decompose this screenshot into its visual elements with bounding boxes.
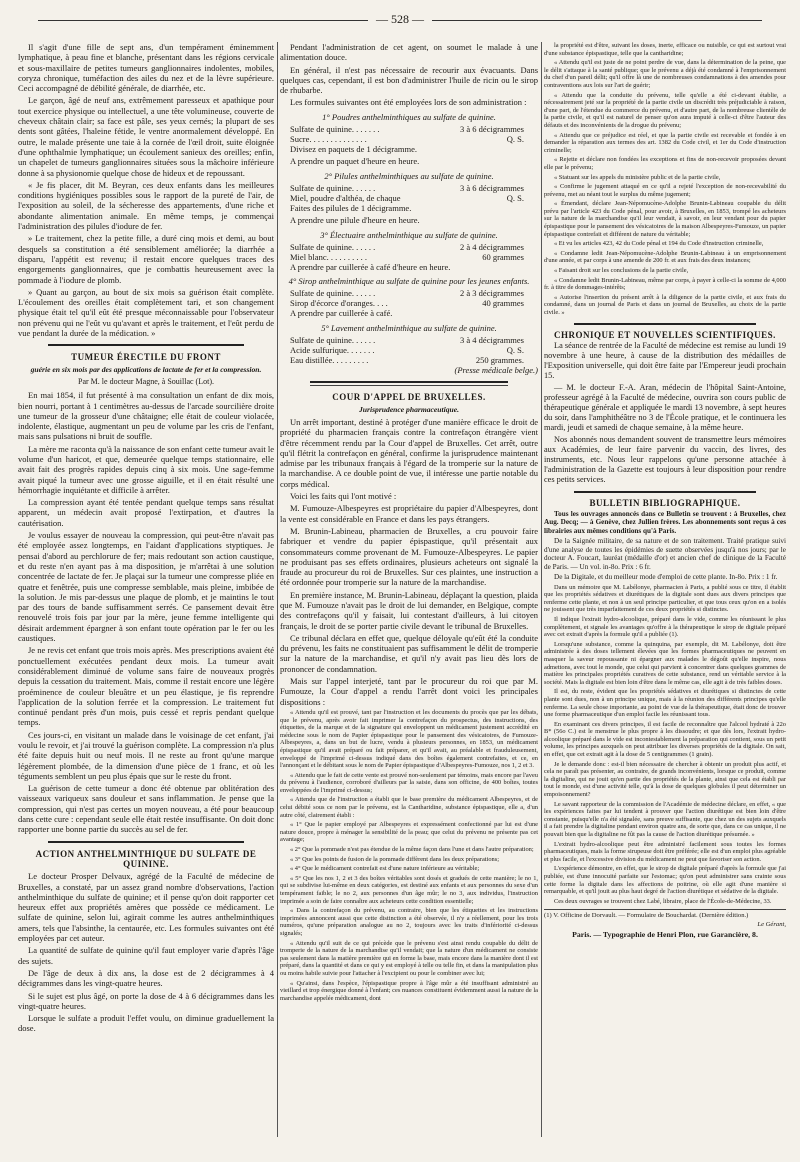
paragraph: « Autorise l'insertion du présent arrêt à la diligence de la partie civile, et aux frais du condamné, dans un journal de Paris et dans un journal de Bruxelles, au choix de la partie civile. » <box>544 293 786 316</box>
paragraph: Les formules suivantes ont été employées lors de son administration : <box>290 97 527 108</box>
ingredient-name: Acide sulfurique. . . . . . . <box>290 345 375 356</box>
ingredient-row <box>280 134 538 144</box>
paragraph: Je voulus essayer de nouveau la compression, qui peut-être n'avait pas été employée assez longtemps, en l'aidant d'applications styptiques. Je pensai d'abord au perchlorure de fer; mais redoutant son action caustique, et du reste n'en ayant pas à ma disposition, je m'arrêtai à une solution concentrée de lactate de fer. Je plaçai sur la tumeur une compresse pliée en quatre et fenêtrée, puis une compresse semblable, mais pleine, imbibée de la solution. Je mis par-dessus une plaque de plomb, et je maintins le tout par des tours de bande suffisamment serrés. Ce pansement devait être renouvelé trois fois par jour par la mère, jeune femme intelligente qui désirait ardemment épargner à son enfant toute opération par le fer ou les caustiques. <box>18 530 274 644</box>
ingredient-quantity: 60 grammes <box>482 251 524 262</box>
ingredient-name: Sulfate de quinine. . . . . . <box>290 182 376 193</box>
source-citation: (Presse médicale belge.) <box>454 365 538 376</box>
bibliography-entry: De la Saignée militaire, de sa nature et de son traitement. Traité pratique suivi d'une analyse de toutes les épidémies de suette observées jusqu'à nos jours; par le docteur A. Foucart, lauréat (médaille d'or) et ancien chef de clinique de la Faculté de Paris. — Un vol. in-8o. Prix : 6 fr. <box>544 537 786 571</box>
paragraph: Il s'agit d'une fille de sept ans, d'un tempérament éminemment lymphatique, à peau fine et blanche, présentant dans les régions cervicale et sous-maxillaire de petites tumeurs ganglionnaires indolentes, mobiles, coryza chronique, tuméfaction des ailes du nez et de la lèvre supérieure. Ceci accompagné de débilité générale, de diarrhée, etc. <box>18 42 274 94</box>
ingredient-name: Miel blanc. . . . . . . . . . <box>290 251 367 262</box>
paragraph: « Statuant sur les appels du ministère public et de la partie civile, <box>554 173 721 181</box>
paragraph: « Et vu les articles 423, 42 du Code pénal et 194 du Code d'instruction criminelle, <box>554 240 764 248</box>
paragraph: Un arrêt important, destiné à protéger d'une manière efficace le droit de propriété du pharmacien français contre la contrefaçon étrangère vient d'être récemment rendu par la Cour d'appel de Bruxelles. Cet arrêt, outre qu'il flétrit la contrefaçon en général, confirme la jurisprudence maintenant admise par les tribunaux français à l'égard de la tromperie sur la nature de la marchandise. A ce double point de vue, il intéresse une partie notable du corps médical. <box>280 416 538 489</box>
paragraph: Pendant l'administration de cet agent, on soumet le malade à une alimentation douce. <box>280 42 538 63</box>
paragraph: « Je fis placer, dit M. Beyran, ces deux enfants dans les meilleures conditions hygiéniques possibles sous le rapport de la pureté de l'air, de l'exposition au soleil, de la sécheresse des appartements, d'une riche et abondante alimentation animale. En même temps, je commençai l'administration des pilules d'iodure de fer. <box>18 179 274 232</box>
section-divider <box>310 381 508 383</box>
section-heading-chronique: CHRONIQUE ET NOUVELLES SCIENTIFIQUES. <box>554 329 776 340</box>
paragraph: « 4° Que le médicament contrefait est d'une nature inférieure au véritable; <box>290 865 480 873</box>
paragraph: Lorsqu'une substance, comme la quinquina, par exemple, dit M. Labélonye, doit être administrée à des doses tellement élevées que les formes pharmaceutiques ne peuvent en masquer la saveur repoussante ni épargner aux malades le dégoût qu'elle inspire, nous admettons, avec tout le monde, que celui qui parvient à concentrer dans quelques grammes de matière les principales propriétés curatives de cette substance, rend un véritable service à la société. Mais la digitale est bien loin d'être dans le même cas, elle agit à de très faibles doses. <box>544 640 786 686</box>
paragraph: « 1° Que le papier employé par Albespeyres et expressément confectionné par lui est d'une nature douce, propre à ménager la sensibilité de la peau; que celui du prévenu ne présente pas cet avantage; <box>280 821 538 844</box>
paragraph: Il est, du reste, évident que les propriétés sédatives et diurétiques si distinctes de cette plante sont dues, non à un principe unique, mais à la réunion des différents principes qu'elle renferme. La seule chose importante, au point de vue de la thérapeutique, était donc de trouver une forme pharmaceutique d'un emploi facile les réunissant tous. <box>544 688 786 719</box>
paragraph: L'expérience démontre, en effet, que le sirop de digitale préparé d'après la formule que j'ai publiée, est d'une innocuité parfaite sur l'estomac; qu'on peut administrer sans crainte sous cette forme la digitale dans les affections de poitrine, où elle agit d'une manière si remarquable, et qu'il jouit au plus haut degré de l'action diurétique et sédative de la digitale. <box>544 865 786 896</box>
court-ruling-text <box>280 709 538 1002</box>
section-heading-bulletin: BULLETIN BIBLIOGRAPHIQUE. <box>589 498 741 509</box>
paragraph: « 3° Que les points de fusion de la pommade diffèrent dans les deux préparations; <box>290 855 500 863</box>
ingredient-quantity: 2 à 4 décigrammes <box>460 241 524 252</box>
paragraph: La compression ayant été tentée pendant quelque temps sans résultat apparent, un médecin avait proposé l'extirpation, et d'autres la cautérisation. <box>18 497 274 528</box>
ingredient-quantity: 40 grammes <box>482 298 524 309</box>
section-divider <box>48 344 244 346</box>
paragraph: « Attendu qu'il suit de ce qui précède que le prévenu s'est ainsi rendu coupable du délit de tromperie de la nature de la marchandise qu'il vendait; que la nature d'un médicament ne consiste pas seulement dans la matière première qui en forme la base, mais encore dans la manière dont il est préparé, dans la quantité et dans ce qui y est employé à telle ou telle fin, et dans la manipulation plus ou moins habile suivie pour l'attacher à l'excipient ou pour le combiner avec lui; <box>280 939 538 977</box>
section-divider <box>574 491 756 493</box>
court-ruling-continued <box>544 42 786 317</box>
paragraph: « Attendu que de l'instruction a établi que le base première du médicament Albespeyres, et de celui débité sous ce nom par le prévenu, est la Cantharidine, substance épispastique, elle a, d'un autre côté, clairement établi : <box>280 796 538 819</box>
ingredient-row <box>280 335 538 345</box>
paragraph: « Qu'ainsi, dans l'espèce, l'épispastique propre à l'âge mûr a été insuffisant administré au vieillard et trop énergique donné à l'enfant; ces nuances constituent évidemment aussi la nature de la marchandise appelée médicament, dont <box>280 979 538 1002</box>
ingredient-name: Sucre. . . . . . . . . . . . . . <box>290 134 367 145</box>
paragraph: M. Brunin-Labineau, pharmacien de Bruxelles, a cru pouvoir faire fabriquer et vendre du papier épispastique, qu'il présentait aux consommateurs comme provenant de M. Fumouze-Albespeyres. Le papier ne produisant pas ses effets ordinaires, plusieurs acheteurs ont signalé la fraude au procureur du roi de Bruxelles. Sur ces plaintes, une instruction a été ordonnée pour tromperie sur la nature de la marchandise. <box>280 525 538 588</box>
paragraph: « Attendu qu'il est prouvé, tant par l'instruction et les documents du procès que par les débats, que le prévenu, après avoir fait imprimer la contrefaçon du prospectus, des instructions, des étiquettes, de la marque et de la signature qui enveloppent un médicament justement accrédité en médecine sous le nom de Papier épispastique pour le pansement des vésicatoires, de Fumouze-Albespeyres, a, dans un but de lucre, vendu à plusieurs personnes, en 1853, un médicament épispastique qu'il avait préparé ou fait préparer, et qu'il avait, au préalable et frauduleusement, enveloppé de l'imprimé ci-dessus indiqué dans des boîtes également contrefaites, et ce, en l'annonçant et le débitant sous le nom de Papier épispastique d'Albespeyres-Fumouze, nos 1, 2 et 3. <box>280 708 538 770</box>
printer-imprint: Paris. — Typographie de Henri Plon, rue Garancière, 8. <box>572 930 758 940</box>
paragraph: — M. le docteur F.-A. Aran, médecin de l'hôpital Saint-Antoine, professeur agrégé à la Faculté de médecine, ouvrira son cours public de thérapeutique générale et appliquée le mardi 13 novembre, à sept heures du soir, dans l'amphithéâtre no 3 de l'École pratique, et le continuera les mardi, jeudi et samedi de chaque semaine, à la même heure. <box>544 383 786 433</box>
paragraph: Ce tribunal déclara en effet que, quelque déloyale qu'eût été la conduite du prévenu, les faits ne constituaient pas suffisamment le délit de tromperie sur la nature de la marchandise, et qu'il n'y avait pas lieu dès lors de prononcer de condamnation. <box>280 632 538 674</box>
ingredient-quantity: Q. S. <box>506 192 524 203</box>
paragraph: « Rejette et déclare non fondées les exceptions et fins de non-recevoir proposées devant elle par le prévenu; <box>544 156 786 171</box>
paragraph: « 2° Que la pommade n'est pas étendue de la même façon dans l'une et dans l'autre préparation; <box>290 846 534 854</box>
ingredient-quantity: 250 grammes. <box>475 355 524 366</box>
ingredient-name: Sulfate de quinine. . . . . . <box>290 241 376 252</box>
formula-title: 3° Électuaire anthelminthique au sulfate de quinine. <box>320 229 498 240</box>
formula-title: 5° Lavement anthelminthique au sulfate de quinine. <box>321 322 497 333</box>
formula-instruction: A prendre une pilule d'heure en heure. <box>290 215 420 226</box>
ingredient-row <box>280 345 538 355</box>
paragraph: La séance de rentrée de la Faculté de médecine est remise au lundi 19 novembre à une heure, à cause de la distribution des médailles de l'Exposition universelle, qui doit être faite par l'Empereur jeudi prochain 15. <box>544 341 786 381</box>
ingredient-quantity: Q. S. <box>506 134 524 145</box>
paragraph: « Émendant, déclare Jean-Népomucène-Adolphe Brunin-Labineau coupable du délit prévu par l'article 423 du Code pénal, pour avoir, à Bruxelles, en 1853, trompé les acheteurs sur la nature de la marchandise qu'il leur vendait, à savoir, en leur vendant pour du papier épispastique pour le pansement des vésicatoires de la maison Albespeyres-Fumouze, un papier épispastique contrefait et différent de nature du véritable; <box>544 200 786 238</box>
paragraph: En général, il n'est pas nécessaire de recourir aux évacuants. Dans quelques cas, cependant, il est bon d'administrer l'huile de ricin ou le sirop de rhubarbe. <box>280 64 538 96</box>
paragraph: En examinant ces divers principes, il est facile de reconnaître que l'alcool hydraté à 22o B* (56o C.) est le menstrue le plus propre à les dissoudre; et que dès lors, l'extrait hydro-alcoolique préparé dans le vide est incontestablement la préparation qui contient, sous un petit volume, les principes auxquels on peut attribuer les diverses propriétés de la digitale. On sait, en effet, que cet extrait agit à la dose de 5 centigrammes (1 grain). <box>544 720 786 759</box>
column-rule-right <box>541 42 542 1137</box>
formula-instruction: A prendre par cuillerée à café d'heure en heure. <box>290 261 451 272</box>
paragraph: la propriété est d'être, suivant les doses, inerte, efficace ou nuisible, ce qui est surtout vrai d'une substance épispastique, telle que la cantharidine; <box>544 42 786 57</box>
paragraph: M. Fumouze-Albespeyres est propriétaire du papier d'Albespeyres, dont la vente est considérable en France et dans les pays étrangers. <box>280 503 538 524</box>
paragraph: Ces jours-ci, en visitant un malade dans le voisinage de cet enfant, j'ai voulu le revoir, et j'ai trouvé la guérison complète. La compression n'a plus été faite depuis huit ou neuf mois. Il ne reste au front qu'une marque légèrement plombée, de la dimension d'une pièce de 1 franc, et où les téguments semblent un peu plus épais que sur le reste du front. <box>18 729 274 781</box>
section-divider <box>310 385 508 386</box>
bulletin-intro: Tous les ouvrages annoncés dans ce Bulletin se trouvent : à Bruxelles, chez Aug. Decq; — à Genève, chez Jullien frères. Les abonnements sont reçus à ces librairies aux mêmes conditions qu'à Paris. <box>544 509 786 535</box>
column-middle <box>280 42 538 1147</box>
ingredient-row <box>280 124 538 134</box>
ingredient-name: Sulfate de quinine. . . . . . <box>290 288 376 299</box>
paragraph: « Attendu que la conduite du prévenu, telle qu'elle a été ci-devant établie, a nécessairement jeté sur la propriété de la partie civile un discrédit très préjudiciable à raison, d'une part, de l'étendue du commerce du prévenu, et d'autre part, de la nombreuse clientèle de la partie civile, et qu'il est naturel de penser qu'on aura imputé à celle-ci d'être l'auteur des défauts et des inconvénients de la drogue du prévenu; <box>544 91 786 129</box>
paragraph: Je le demande donc : est-il bien nécessaire de chercher à obtenir un produit plus actif, et cela ne paraît pas présenter, au contraire, de grands inconvénients, lorsque ce produit, comme la digitaline, qui ne jouit qu'en partie des propriétés de la plante, ainsi que cela est établi par tout le monde, est d'une activité telle, qu'à la dose de quelques globules il peut déterminer un empoisonnement? <box>544 760 786 799</box>
column-right <box>544 42 786 1147</box>
ingredient-row <box>280 355 538 365</box>
paragraph: Si le sujet est plus âgé, on porte la dose de 4 à 6 décigrammes dans les vingt-quatre heures. <box>18 990 274 1011</box>
paragraph: « Faisant droit sur les conclusions de la partie civile, <box>554 267 689 275</box>
section-heading-action: ACTION ANTHELMINTHIQUE DU SULFATE DE QUININE. <box>35 848 257 869</box>
ingredient-row <box>280 252 538 262</box>
paragraph: Mais sur l'appel interjeté, tant par le procureur du roi que par M. Fumouze, la Cour d'appel a rendu l'arrêt dont voici les principales dispositions : <box>280 676 538 707</box>
paragraph: « Attendu que le fait de cette vente est prouvé non-seulement par témoins, mais encore par l'aveu du prévenu à l'audience, corroboré d'ailleurs par la saisie, dans son officine, de 400 boîtes, toutes enveloppées de l'imprimé ci-dessus; <box>280 771 538 794</box>
ingredient-quantity: 3 à 6 décigrammes <box>460 124 524 135</box>
formula-title: 2° Pilules anthelminthiques au sulfate de quinine. <box>324 170 494 181</box>
paragraph: Lorsque le sulfate a produit l'effet voulu, on diminue graduellement la dose. <box>18 1013 274 1034</box>
paragraph: La guérison de cette tumeur a donc été obtenue par oblitération des vaisseaux variqueux sans douleur et sans inflammation. Je pense que la compression, qui n'est pas certes un moyen nouveau, a été pour beaucoup dans cette cure : cependant seule elle était restée insuffisante. On doit donc rapporter une bonne partie du succès au sel de fer. <box>18 783 274 835</box>
paragraph: De l'âge de deux à dix ans, la dose est de 2 décigrammes à 4 décigrammes dans les vingt-quatre heures. <box>18 967 274 989</box>
paragraph: « Condamne ledit Jean-Népomucène-Adolphe Brunin-Labineau à un emprisonnement d'une année, et par corps à une amende de 200 fr. et aux frais des deux instances; <box>544 249 786 265</box>
section-subheading: Jurisprudence pharmaceutique. <box>359 404 459 414</box>
paragraph: « 5° Que les nos 1, 2 et 3 des boîtes véritables sont dosés et gradués de cette manière; le no 1, qui se subdivise lui-même en deux catégories, est destiné aux enfants et aux personnes du sexe d'un tempérament faible; le no 2, aux personnes d'un âge mûr; le no 3, aux individus, l'instruction imprimée a soin de faire connaître aux acheteurs cette condition essentielle; <box>280 874 538 905</box>
paragraph: Le docteur Prosper Delvaux, agrégé de la Faculté de médecine de Bruxelles, a constaté, par un assez grand nombre d'observations, l'action anthelminthique du sulfate de quinine; et il pense qu'on doit rapporter cet heureux effet aux propriétés amères que possède ce médicament. Le sulfate de quinine, selon lui, agirait comme les autres anthelminthiques amers, tels que l'absinthe, la centaurée, etc. Les formules suivantes ont été employées par cet auteur. <box>18 871 274 944</box>
formula-instruction: Faites des pilules de 1 décigramme. <box>290 202 412 213</box>
ingredient-row <box>280 298 538 308</box>
section-divider <box>574 323 756 325</box>
bulletin-review <box>544 584 786 906</box>
ingredient-quantity: 2 à 3 décigrammes <box>460 288 524 299</box>
gerant-signature: Le Gérant, <box>757 920 786 928</box>
paragraph: En mai 1854, il fut présenté à ma consultation un enfant de dix mois, bien nourri, portant à 1 centimètres au-dessus de l'arcade sourcilière droite une tumeur de la grosseur d'une châtaigne; elle était de couleur violacée, indolente, élastique, augmentant un peu de volume par les cris de l'enfant, mais sans pulsations ni bruit de souffle. <box>18 390 274 442</box>
ingredient-row <box>280 242 538 252</box>
paragraph: Dans un mémoire que M. Labélonye, pharmacien à Paris, a publié sous ce titre, il établit que les propriétés sédatives et diurétiques de la digitale sont dues aux divers principes que renferme cette plante, et non à un seul principe particulier, et que tous ceux qu'on en a isolés ne jouissent que très imparfaitement de ces deux propriétés si distinctes. <box>544 583 786 614</box>
ingredient-quantity: Q. S. <box>506 345 524 356</box>
ingredient-name: Sulfate de quinine. . . . . . . <box>290 124 380 135</box>
section-divider <box>48 841 244 843</box>
paragraph: « Attendu qu'il est juste de ne point perdre de vue, dans la détermination de la peine, que le délit s'attaque à la santé publique; que le prévenu a déjà été condamné à l'emprisonnement du chef d'un pareil délit; qu'il offre là une de nombreuses condamnations à des amendes pour contraventions aux lois sur l'art de guérir; <box>544 59 786 89</box>
paragraph: La mère me raconta qu'à la naissance de son enfant cette tumeur avait le volume d'un haricot, et que, demeurée quelque temps stationnaire, elle avait fait des progrès rapides depuis cinq à six mois. Une sage-femme avait piqué la tumeur avec une grosse aiguille, et il en était résulté une hémorrhagie inquiétante et difficile à arrêter. <box>18 443 274 495</box>
paragraph: Ces deux ouvrages se trouvent chez Labé, libraire, place de l'École-de-Médecine, 33. <box>554 897 772 905</box>
paragraph: Le garçon, âgé de neuf ans, extrêmement paresseux et apathique pour tout exercice physique ou intellectuel, a une tête volumineuse, couverte de cheveux châtain clair; sa face est pâle, ses yeux cernés; la plupart de ses dents sont gâtées, l'haleine fétide, le ventre anormalement développé. En outre, le malade présente une taie à la cornée de l'œil droit, suite éloignée d'une ophthalmie lymphatique; un écoulement sanieux des oreilles; enfin, un chapelet de tumeurs ganglionnaires situées sous la mâchoire inférieure donne à sa physionomie quelque chose de hideux et de repoussant. <box>18 95 274 178</box>
paragraph: » Quant au garçon, au bout de six mois sa guérison était complète. L'écoulement des oreilles était complètement tari, et son changement physique était tel qu'il eût été presque méconnaissable pour l'observateur non prévenu qui ne l'eût vu qu'avant et après le traitement, et l'eût perdu de vue pendant la durée de la médication. » <box>18 286 274 339</box>
paragraph: Je ne revis cet enfant que trois mois après. Mes prescriptions avaient été ponctuellement exécutées pendant deux mois. La tumeur avait considérablement diminué de volume sans faire de nouveaux progrès depuis la cessation du traitement. Mais, comme il restait encore une légère proéminence de couleur bleuâtre et un peu élastique, je fis reprendre l'application de la solution ferrée et la compression. Le traitement fut continué pendant près d'un mois, puis cessé et repris pendant quelque temps. <box>18 645 274 728</box>
formula-title: 4° Sirop anthelminthique au sulfate de quinine pour les jeunes enfants. <box>288 276 530 287</box>
ingredient-row <box>280 183 538 193</box>
paragraph: « Dans la contrefaçon du prévenu, au contraire, bien que les étiquettes et les instructions imprimées annoncent aussi que cette distinction a été observée, il n'y a réellement, pour les trois numéros, qu'une préparation analogue au no 2, toujours avec les traits d'infériorité ci-dessus signalés; <box>280 907 538 937</box>
ingredient-name: Miel, poudre d'althéa, de chaque <box>290 192 401 203</box>
ingredient-row <box>280 193 538 203</box>
paragraph: Il indique l'extrait hydro-alcoolique, préparé dans le vide, comme les réunissant le plus complètement, et signale les avantages qu'offre à la thérapeutique le sirop de digitale préparé avec cet extrait d'après la formule qu'il a publiée (1). <box>544 615 786 639</box>
ingredient-quantity: 3 à 4 décigrammes <box>460 335 524 346</box>
formula-instruction: Divisez en paquets de 1 décigramme. <box>290 144 417 155</box>
ingredient-name: Sulfate de quinine. . . . . . <box>290 335 376 346</box>
formula-instruction: A prendre par cuillerée à café. <box>290 308 393 319</box>
paragraph: Nos abonnés nous demandent souvent de transmettre leurs mémoires aux Académies, de leur faire parvenir du vaccin, des livres, des instruments, etc. Nous leur rappelons qu'une personne attachée à l'administration de la Gazette est toujours à leur disposition pour rendre ces petits services. <box>544 435 786 485</box>
paragraph: La quantité de sulfate de quinine qu'il faut employer varie d'après l'âge des sujets. <box>18 945 274 966</box>
formula-title: 1° Poudres anthelminthiques au sulfate de quinine. <box>322 111 496 122</box>
paragraph: » Le traitement, chez la petite fille, a duré cinq mois et demi, au bout desquels sa constitution a été sensiblement améliorée; la diarrhée a disparu, l'appétit est revenu; il restait encore quelques traces des engorgements ganglionnaires, que je combattis heureusement avec la pommade à l'iodure de plomb. <box>18 233 274 285</box>
ingredient-name: Sirop d'écorce d'oranges. . . . <box>290 298 388 309</box>
ingredient-row <box>280 288 538 298</box>
byline: Par M. le docteur Magne, à Souillac (Lot). <box>78 376 214 386</box>
paragraph: En première instance, M. Brunin-Labineau, déplaçant la question, plaida que M. Fumouze n'avait pas le droit de lui demander, en Belgique, compte des contrefaçons qu'il y faisait, lui contestant d'ailleurs, à lui citoyen français, le droit de se porter partie civile devant le tribunal de Bruxelles. <box>280 589 538 631</box>
section-heading-tumeur: TUMEUR ÉRECTILE DU FRONT <box>71 352 221 363</box>
paragraph: Voici les faits qui l'ont motivé : <box>290 491 397 502</box>
paragraph: « Condamne ledit Brunin-Labineau, même par corps, à payer à celle-ci la somme de 4,000 fr. à titre de dommages-intérêts; <box>544 276 786 292</box>
bibliography-entry: De la Digitale, et du meilleur mode d'emploi de cette plante. In-8o. Prix : 1 fr. <box>554 573 778 582</box>
section-subheading: guérie en six mois par des applications de lactate de fer et la compression. <box>30 364 262 374</box>
column-rule-left <box>277 42 278 1137</box>
ingredient-name: Eau distillée. . . . . . . . . <box>290 355 369 366</box>
section-heading-cour: COUR D'APPEL DE BRUXELLES. <box>332 392 486 403</box>
footnote: (1) V. Officine de Dorvault. — Formulaire de Bouchardat. (Dernière édition.) <box>544 909 786 921</box>
paragraph: « Confirme le jugement attaqué en ce qu'il a rejeté l'exception de non-recevabilité du prévenu, met au néant tout le surplus du même jugement; <box>544 183 786 198</box>
paragraph: « Attendu que ce préjudice est réel, et que la partie civile est recevable et fondée à en demander la réparation aux termes des art. 1382 du Code civil, et 1er du Code d'instruction criminelle; <box>544 131 786 154</box>
paragraph: Le savant rapporteur de la commission de l'Académie de médecine déclare, en effet, « que les expériences faites par lui tendent à prouver que l'action diurétique est bien loin d'être constante, puisqu'elle n'a été signalée, sans preuve suffisante, que chez un des sujets auxquels il a fait prendre la digitaline pendant environ quatre ans, de sorte que, dans ce cas unique, il ne pouvait bien que la digitaline ne fût pas la cause de l'action diurétique présumée. » <box>544 800 786 838</box>
column-left <box>18 42 274 1147</box>
paragraph: L'extrait hydro-alcoolique peut être administré facilement sous toutes les formes pharmaceutiques, mais la forme sirupeuse doit être préférée; elle est d'un emploi plus agréable et plus facile, et l'excessive division du médicament ne peut que favoriser son action. <box>544 840 786 863</box>
page-number: — 528 — <box>0 12 800 27</box>
formula-instruction: A prendre un paquet d'heure en heure. <box>290 156 420 167</box>
ingredient-quantity: 3 à 6 décigrammes <box>460 182 524 193</box>
